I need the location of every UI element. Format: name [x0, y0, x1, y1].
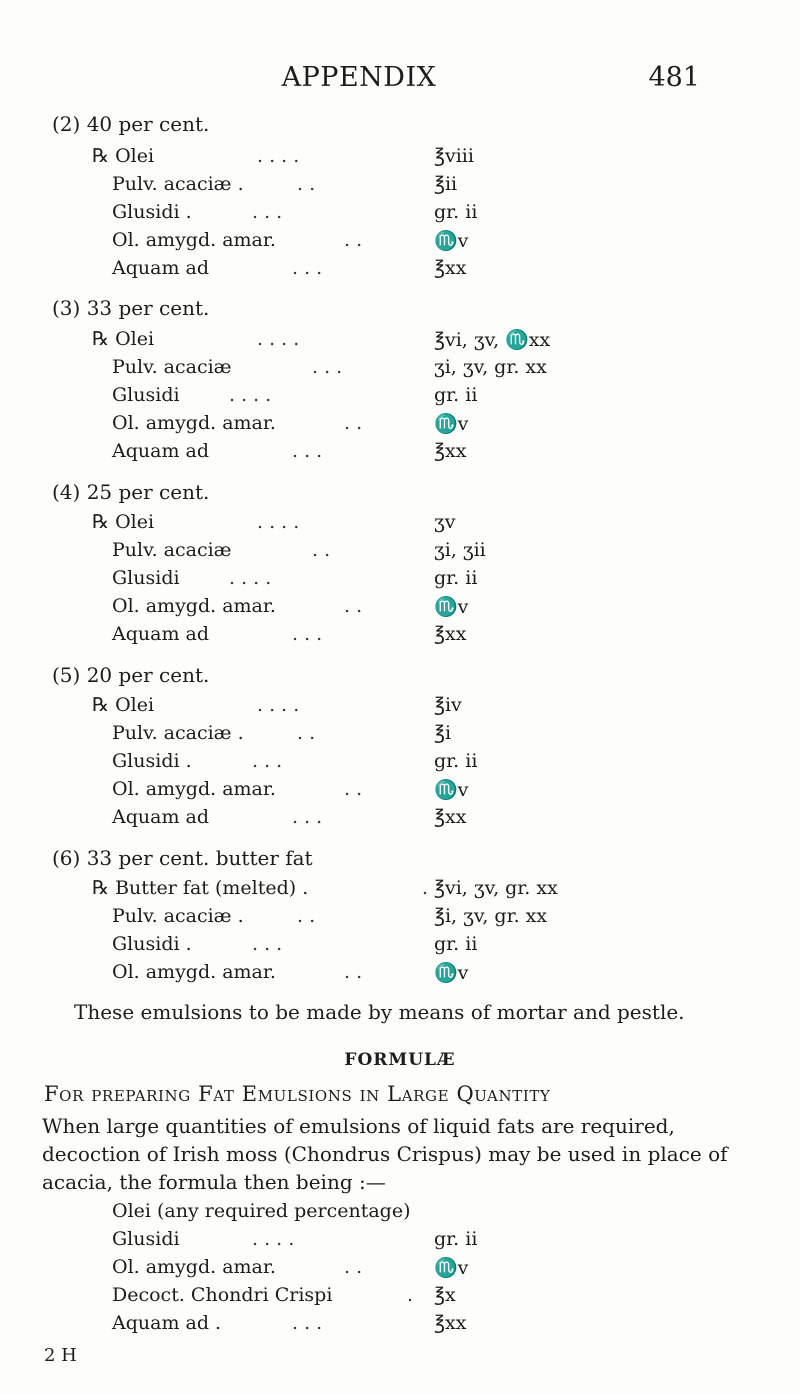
page-number: 481	[648, 62, 700, 93]
leader-dots: . . .	[292, 806, 323, 828]
ingredient: Glusidi .	[112, 750, 192, 772]
quantity: gr. ii	[434, 567, 478, 589]
quantity: gr. ii	[434, 384, 478, 406]
quantity: gr. ii	[434, 750, 478, 772]
ingredient: ℞ Olei	[92, 511, 155, 533]
ingredient: Ol. amygd. amar.	[112, 229, 276, 251]
paragraph-line: acacia, the formula then being :—	[42, 1170, 386, 1194]
section-heading: (5) 20 per cent.	[52, 663, 210, 687]
leader-dots: . . .	[252, 201, 283, 223]
formula-row	[112, 1200, 712, 1230]
quantity: ♏v	[434, 596, 469, 618]
formula-row	[112, 595, 712, 625]
leader-dots: . .	[344, 778, 363, 800]
quantity: ʒv	[434, 511, 456, 533]
formula-row	[112, 778, 712, 808]
formula-row	[112, 1256, 712, 1286]
section-heading: (3) 33 per cent.	[52, 296, 210, 320]
ingredient: Aquam ad	[112, 257, 209, 279]
ingredient: Pulv. acaciæ .	[112, 173, 244, 195]
ingredient: ℞ Olei	[92, 145, 155, 167]
leader-dots: . . . .	[229, 567, 272, 589]
leader-dots: .	[407, 1284, 414, 1306]
formula-row	[92, 145, 692, 175]
ingredient: Glusidi .	[112, 201, 192, 223]
leader-dots: . . . .	[252, 1228, 295, 1250]
quantity: ♏v	[434, 1257, 469, 1279]
quantity: ʒi, ʒii	[434, 539, 486, 561]
formula-row	[112, 440, 712, 470]
formula-row	[112, 1284, 712, 1314]
quantity: ♏v	[434, 779, 469, 801]
quantity: ℥xx	[434, 1312, 467, 1334]
preparation-note: These emulsions to be made by means of mortar and pestle.	[74, 1000, 685, 1024]
formula-row	[112, 806, 712, 836]
quantity: ℥ii	[434, 173, 458, 195]
quantity: ℥xx	[434, 806, 467, 828]
leader-dots: . . . .	[257, 511, 300, 533]
ingredient: Glusidi	[112, 384, 180, 406]
paragraph-line: decoction of Irish moss (Chondrus Crispus) may be used in place of	[42, 1142, 728, 1166]
formula-row	[112, 750, 712, 780]
body-paragraph	[42, 1112, 762, 1196]
quantity: ℥iv	[434, 694, 462, 716]
formula-row	[112, 257, 712, 287]
ingredient: Pulv. acaciæ	[112, 356, 232, 378]
page-header	[0, 62, 800, 102]
ingredient: Aquam ad	[112, 806, 209, 828]
leader-dots: . . . .	[257, 328, 300, 350]
ingredient: Ol. amygd. amar.	[112, 595, 276, 617]
formula-row	[112, 173, 712, 203]
signature-mark: 2 H	[44, 1345, 77, 1366]
quantity: ℥xx	[434, 623, 467, 645]
ingredient: ℞ Olei	[92, 328, 155, 350]
ingredient: Glusidi	[112, 1228, 180, 1250]
section-heading: (4) 25 per cent.	[52, 480, 210, 504]
leader-dots: . .	[297, 722, 316, 744]
leader-dots: . . .	[252, 750, 283, 772]
quantity: ℥vi, ʒv, gr. xx	[434, 877, 558, 899]
ingredient: Ol. amygd. amar.	[112, 1256, 276, 1278]
ingredient: Pulv. acaciæ .	[112, 905, 244, 927]
quantity: ℥x	[434, 1284, 456, 1306]
ingredient: Ol. amygd. amar.	[112, 961, 276, 983]
leader-dots: . . .	[292, 257, 323, 279]
leader-dots: . . .	[252, 933, 283, 955]
quantity: gr. ii	[434, 201, 478, 223]
ingredient: Glusidi	[112, 567, 180, 589]
ingredient: ℞ Olei	[92, 694, 155, 716]
leader-dots: .	[422, 877, 429, 899]
quantity: ♏v	[434, 230, 469, 252]
formula-row	[92, 877, 742, 907]
leader-dots: . . .	[312, 356, 343, 378]
formula-row	[112, 412, 712, 442]
quantity: ℥i, ʒv, gr. xx	[434, 905, 548, 927]
formula-row	[112, 1228, 712, 1258]
ingredient: Pulv. acaciæ .	[112, 722, 244, 744]
leader-dots: . .	[344, 1256, 363, 1278]
ingredient: Aquam ad .	[112, 1312, 222, 1334]
leader-dots: . .	[344, 961, 363, 983]
formula-row	[112, 722, 712, 752]
formulae-heading: FORMULÆ	[344, 1050, 456, 1070]
paragraph-line: When large quantities of emulsions of liquid fats are required,	[42, 1114, 675, 1138]
leader-dots: . . . .	[229, 384, 272, 406]
ingredient: Ol. amygd. amar.	[112, 778, 276, 800]
formula-row	[92, 511, 692, 541]
leader-dots: . .	[344, 595, 363, 617]
ingredient: Aquam ad	[112, 623, 209, 645]
quantity: ℥xx	[434, 257, 467, 279]
section-title: For preparing Fat Emulsions in Large Quantity	[44, 1082, 551, 1106]
ingredient: Aquam ad	[112, 440, 209, 462]
formula-row	[112, 539, 712, 569]
quantity: ʒi, ʒv, gr. xx	[434, 356, 547, 378]
quantity: ℥viii	[434, 145, 474, 167]
leader-dots: . . . .	[257, 694, 300, 716]
ingredient: Glusidi .	[112, 933, 192, 955]
section-heading: (2) 40 per cent.	[52, 112, 210, 136]
formula-row	[112, 201, 712, 231]
quantity: ℥vi, ʒv, ♏xx	[434, 329, 551, 351]
ingredient: ℞ Butter fat (melted) .	[92, 877, 309, 899]
quantity: ℥i	[434, 722, 452, 744]
formula-row	[112, 567, 712, 597]
leader-dots: . .	[344, 229, 363, 251]
formula-row	[112, 384, 712, 414]
formula-row	[112, 933, 712, 963]
ingredient: Decoct. Chondri Crispi	[112, 1284, 333, 1306]
formula-row	[112, 356, 712, 386]
ingredient: Pulv. acaciæ	[112, 539, 232, 561]
quantity: ℥xx	[434, 440, 467, 462]
formula-row	[112, 1312, 712, 1342]
leader-dots: . . .	[292, 440, 323, 462]
quantity: gr. ii	[434, 1228, 478, 1250]
running-title: APPENDIX	[281, 62, 437, 93]
formula-row	[112, 905, 712, 935]
formula-row	[112, 229, 712, 259]
formula-row	[92, 694, 692, 724]
section-heading: (6) 33 per cent. butter fat	[52, 846, 313, 870]
leader-dots: . .	[344, 412, 363, 434]
formula-row	[112, 623, 712, 653]
formula-row	[92, 328, 692, 358]
leader-dots: . . .	[292, 1312, 323, 1334]
formula-row	[112, 961, 712, 991]
leader-dots: . .	[297, 905, 316, 927]
quantity: ♏v	[434, 413, 469, 435]
ingredient: Ol. amygd. amar.	[112, 412, 276, 434]
leader-dots: . . . .	[257, 145, 300, 167]
leader-dots: . . .	[292, 623, 323, 645]
ingredient: Olei (any required percentage)	[112, 1200, 411, 1222]
leader-dots: . .	[297, 173, 316, 195]
quantity: gr. ii	[434, 933, 478, 955]
leader-dots: . .	[312, 539, 331, 561]
quantity: ♏v	[434, 962, 469, 984]
